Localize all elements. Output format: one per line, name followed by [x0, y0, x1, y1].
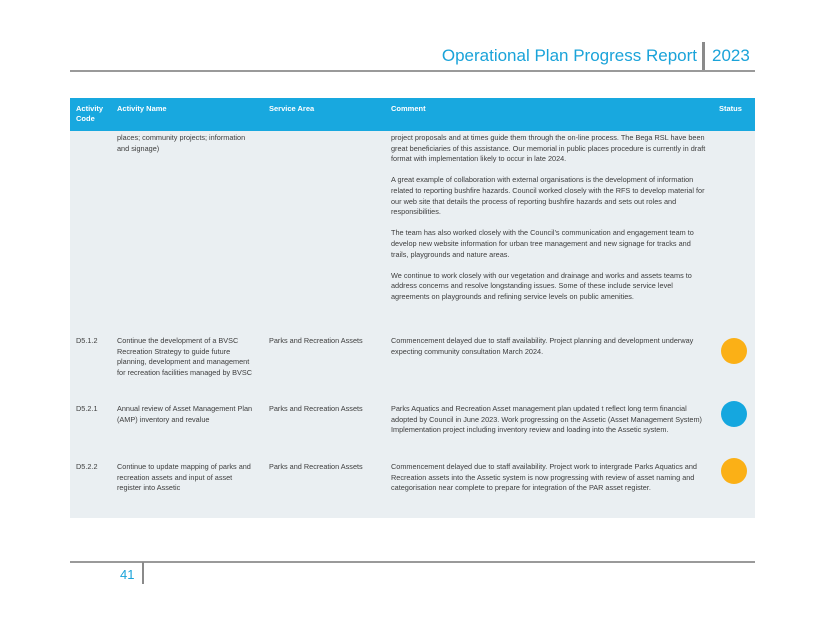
footer-rule [70, 561, 755, 563]
header-separator [702, 42, 705, 72]
service-area-cell: Parks and Recreation Assets [269, 336, 363, 345]
page-number: 41 [120, 567, 135, 582]
activity-name-cell: Continue the development of a BVSC Recreation Strategy to guide future planning, development and management for recreation facilities managed by BVSC [117, 336, 253, 377]
status-indicator-amber [721, 458, 747, 484]
activity-name-cell: Annual review of Asset Management Plan (AMP) inventory and revalue [117, 404, 253, 424]
service-area-cell: Parks and Recreation Assets [269, 404, 363, 413]
column-header-activity-code: Activity Code [76, 104, 104, 123]
comment-cell: Commencement delayed due to staff availability. Project planning and development underway expecting community consultation March 2024. [391, 336, 694, 356]
footer-separator [142, 562, 144, 584]
comment-cell [391, 133, 709, 303]
activity-name-cell: Continue to update mapping of parks and recreation assets and input of asset register into Assetic [117, 462, 251, 493]
status-indicator-amber [721, 338, 747, 364]
comment-paragraph: A great example of collaboration with external organisations is the development of information related to reporting bushfire hazards. Council worked closely with the RFS to develop material for our web site that details the process of reporting bushfire hazards and sets out roles and responsibilities. [391, 175, 705, 217]
comment-paragraph: The team has also worked closely with the Council’s communication and engagement team to develop new website information for urban tree management and new signage for tracks and trails, playgrounds and nature areas. [391, 228, 694, 259]
report-title: Operational Plan Progress Report [441, 46, 697, 65]
comment-cell: Commencement delayed due to staff availability. Project work to intergrade Parks Aquatics and Recreation assets into the Assetic system is now progressing with review of asset naming and categorisation near complete to prepare for integration of the PAR asset register. [391, 462, 697, 493]
column-header-activity-name: Activity Name [117, 104, 167, 113]
column-header-comment: Comment [391, 104, 426, 113]
comment-cell: Parks Aquatics and Recreation Asset management plan updated t reflect long term financial adopted by Council in June 2023. Work progressing on the Assetic (Asset Management System) Implementation project including inventory review and loading into the Assetic system. [391, 404, 702, 435]
header-rule [70, 70, 755, 72]
comment-paragraph: We continue to work closely with our vegetation and drainage and works and assets teams to address concerns and resolve longstanding issues. Some of these include service level agreements on playgrounds and refining service levels on public amenities. [391, 270, 692, 301]
service-area-cell: Parks and Recreation Assets [269, 462, 363, 471]
activity-name-cell: places; community projects; information and signage) [117, 133, 246, 153]
activity-code-cell: D5.1.2 [76, 336, 98, 345]
activity-code-cell: D5.2.1 [76, 404, 98, 413]
activity-code-cell: D5.2.2 [76, 462, 98, 471]
column-header-service-area: Service Area [269, 104, 315, 113]
comment-paragraph: project proposals and at times guide them through the on-line process. The Bega RSL have been great beneficiaries of this assistance. Our memorial in public places procedure is currently in draft format with implementation likely to occur in late 2024. [391, 133, 706, 164]
column-header-status: Status [719, 104, 742, 113]
report-year: 2023 [712, 46, 750, 65]
status-indicator-blue [721, 401, 747, 427]
table-header [70, 98, 755, 131]
table-body [70, 131, 755, 518]
